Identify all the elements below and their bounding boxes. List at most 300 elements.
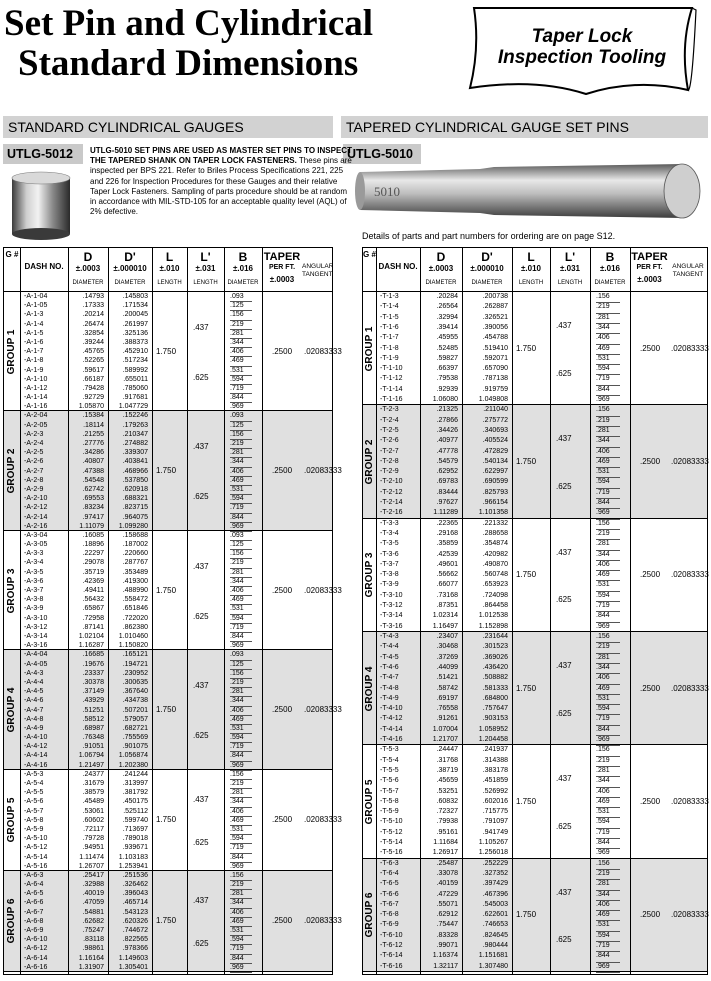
- left-d-value: .58512: [82, 715, 104, 723]
- right-table-row: [363, 817, 707, 827]
- right-b-value: .344: [596, 663, 620, 674]
- right-d-value: .39414: [436, 323, 458, 331]
- right-b-value: .281: [596, 766, 620, 777]
- left-l2-bottom-value: .625: [193, 731, 209, 741]
- left-d2-value: .339307: [122, 449, 148, 457]
- right-d-value: .66077: [436, 581, 458, 589]
- left-d2-value: .558472: [122, 596, 148, 604]
- left-d2-value: 1.047729: [118, 403, 148, 411]
- left-col-b-tol: ±.016: [233, 264, 253, 273]
- right-table-row: [363, 838, 707, 848]
- left-b-value: .531: [230, 485, 252, 495]
- left-d-value: .97417: [82, 513, 104, 521]
- right-d2-value: .383178: [482, 766, 508, 774]
- right-dash-no: -T-1-6: [380, 323, 399, 331]
- left-dash-no: -A-4-8: [24, 715, 44, 723]
- right-col-angular-header: ANGULAR TANGENT: [672, 263, 704, 278]
- left-d-value: .79428: [82, 384, 104, 392]
- right-b-value: .719: [596, 828, 620, 839]
- right-dash-no: -T-5-8: [380, 797, 399, 805]
- left-d2-value: .862380: [122, 623, 148, 631]
- right-b-value: .844: [596, 951, 620, 962]
- left-dash-no: -A-6-10: [24, 936, 48, 944]
- right-d-value: .27866: [436, 416, 458, 424]
- right-table-row: [363, 900, 707, 910]
- left-b-value: .844: [230, 393, 252, 403]
- left-d-value: .83118: [83, 936, 104, 944]
- right-d2-value: .966154: [482, 499, 508, 507]
- right-d2-value: 1.307480: [478, 962, 508, 970]
- left-l-value: 1.750: [156, 705, 177, 715]
- left-d-value: .25417: [82, 871, 104, 879]
- right-d-value: .32994: [436, 313, 458, 321]
- right-col-d2-sub: DIAMETER: [471, 280, 503, 286]
- left-b-value: .125: [230, 660, 252, 670]
- left-d2-value: .450175: [122, 798, 148, 806]
- right-table-row: [363, 776, 707, 786]
- left-b-value: .344: [230, 338, 252, 348]
- left-d2-value: 1.010460: [118, 632, 148, 640]
- left-b-value: .469: [230, 715, 252, 725]
- left-dash-no: -A-3-8: [24, 596, 44, 604]
- left-d2-value: .939671: [122, 844, 148, 852]
- right-table-row: [363, 292, 707, 302]
- right-dash-no: -T-5-7: [380, 787, 399, 795]
- right-d-value: .99071: [436, 942, 458, 950]
- left-b-value: .719: [230, 742, 252, 752]
- right-table-row: [363, 519, 707, 529]
- left-d-value: .69553: [82, 495, 104, 503]
- left-d-value: .29078: [82, 559, 104, 567]
- right-b-value: .594: [596, 931, 620, 942]
- left-col-l-tol: ±.010: [159, 264, 180, 273]
- right-b-value: .219: [596, 302, 620, 313]
- right-d-value: .51421: [436, 674, 458, 682]
- left-d-value: .18896: [82, 541, 104, 549]
- right-d2-value: .369026: [482, 653, 508, 661]
- left-col-divider: [20, 248, 21, 974]
- left-taper-value: .2500: [272, 815, 293, 825]
- left-table-row: [4, 448, 332, 457]
- left-dash-no: -A-6-5: [24, 890, 44, 898]
- right-d2-value: .825793: [482, 488, 508, 496]
- left-b-value: .719: [230, 843, 252, 853]
- left-b-value: .281: [230, 788, 252, 798]
- left-col-d2-sub: DIAMETER: [114, 280, 146, 286]
- left-col-d2-tol: ±.000010: [113, 264, 147, 273]
- right-d2-value: .980444: [482, 942, 508, 950]
- left-col-divider: [262, 248, 263, 974]
- right-table-row: [363, 951, 707, 961]
- right-b-value: .469: [596, 344, 620, 355]
- left-dash-no: -A-2-4: [24, 440, 44, 448]
- left-dash-no: -A-2-5: [24, 449, 44, 457]
- right-dimensions-table: [362, 247, 708, 975]
- left-d2-value: .744672: [122, 927, 148, 935]
- right-d-value: .59827: [436, 354, 458, 362]
- left-table-row: [4, 678, 332, 687]
- left-d-value: .19676: [82, 660, 104, 668]
- left-b-value: .406: [230, 706, 252, 716]
- right-table-row: [363, 477, 707, 487]
- left-l2-top-value: .437: [193, 561, 209, 571]
- right-d-value: .30468: [436, 643, 458, 651]
- right-table-row: [363, 539, 707, 549]
- left-b-value: .344: [230, 577, 252, 587]
- left-d2-value: .396043: [122, 890, 148, 898]
- left-d-value: .38579: [82, 789, 104, 797]
- right-d2-value: .657090: [482, 365, 508, 373]
- left-d-value: .53061: [82, 807, 104, 815]
- ordering-note: Details of parts and part numbers for ordering are on page S12.: [362, 231, 616, 241]
- right-table-row: [363, 673, 707, 683]
- right-b-value: .156: [596, 859, 620, 870]
- left-d-value: 1.02104: [78, 632, 104, 640]
- right-d2-value: .941749: [482, 828, 508, 836]
- right-col-dash-header: DASH NO.: [378, 262, 418, 271]
- left-d-value: .22297: [82, 550, 104, 558]
- left-col-b-sub: DIAMETER: [227, 280, 259, 286]
- left-d-value: .62682: [82, 917, 104, 925]
- right-d2-value: .540134: [482, 457, 508, 465]
- right-b-value: .406: [596, 900, 620, 911]
- left-d2-value: 1.103183: [118, 853, 148, 861]
- right-taper-value: .2500: [640, 796, 661, 806]
- left-group-label: GROUP 2: [6, 448, 17, 494]
- left-b-value: .093: [230, 411, 252, 421]
- right-d-value: .49601: [436, 560, 458, 568]
- right-table-row: [363, 560, 707, 570]
- left-dash-no: -A-6-16: [24, 963, 48, 971]
- right-table-row: [363, 601, 707, 611]
- right-dash-no: -T-1-12: [380, 375, 403, 383]
- left-col-angular-header: ANGULAR TANGENT: [302, 263, 334, 278]
- left-dash-no: -A-3-04: [24, 531, 48, 539]
- right-d2-value: .327352: [482, 869, 508, 877]
- left-col-l2-tol: ±.031: [195, 264, 216, 273]
- right-b-value: .594: [596, 364, 620, 375]
- right-table-row: [363, 426, 707, 436]
- right-b-value: .156: [596, 745, 620, 756]
- left-l2-bottom-value: .625: [193, 611, 209, 621]
- left-d2-value: .589992: [122, 366, 148, 374]
- left-table-row: [4, 926, 332, 935]
- right-dash-no: -T-1-3: [380, 293, 399, 300]
- right-taper-value: .2500: [640, 456, 661, 466]
- right-d-value: 1.11684: [433, 839, 458, 847]
- right-b-value: .281: [596, 539, 620, 550]
- right-dash-no: -T-6-14: [380, 952, 403, 960]
- left-d-value: .59617: [82, 366, 104, 374]
- left-dash-no: -A-3-3: [24, 550, 44, 558]
- left-d-value: .26474: [82, 320, 104, 328]
- right-d-value: .60832: [436, 797, 458, 805]
- left-d2-value: .537850: [122, 476, 148, 484]
- right-d-value: .79538: [436, 375, 458, 383]
- left-angular-value: .02083333: [304, 815, 342, 825]
- left-dash-no: -A-2-04: [24, 412, 48, 420]
- left-dash-no: -A-5-8: [24, 816, 44, 824]
- right-d-value: .66397: [436, 365, 458, 373]
- left-d-value: 1.16287: [78, 642, 104, 650]
- right-group-2: [363, 405, 707, 518]
- left-dash-no: -A-3-6: [24, 577, 44, 585]
- right-group-6: [363, 859, 707, 972]
- left-dash-no: -A-1-16: [24, 403, 48, 411]
- left-dash-no: -A-2-16: [24, 522, 48, 530]
- right-table-row: [363, 694, 707, 704]
- right-b-value: .969: [596, 962, 620, 973]
- left-d-value: .47388: [82, 467, 104, 475]
- left-taper-value: .2500: [272, 705, 293, 715]
- left-table-row: [4, 522, 332, 531]
- left-group-6: [4, 871, 342, 972]
- left-dash-no: -A-6-12: [24, 945, 48, 953]
- right-d-value: .40977: [436, 437, 458, 445]
- right-d-value: 1.32117: [433, 962, 458, 970]
- left-col-l-sub: LENGTH: [157, 280, 182, 286]
- left-dash-no: -A-4-6: [24, 697, 44, 705]
- left-d2-value: .210347: [122, 430, 148, 438]
- left-b-value: .969: [230, 522, 252, 532]
- left-d-value: .39244: [82, 338, 104, 346]
- left-b-value: .406: [230, 467, 252, 477]
- left-d2-value: .468966: [122, 467, 148, 475]
- left-col-d-header: D: [83, 250, 93, 264]
- left-d2-value: .488990: [122, 587, 148, 595]
- right-dash-no: -T-1-16: [380, 396, 403, 404]
- right-d-value: .21325: [436, 406, 458, 414]
- right-d2-value: .405524: [482, 437, 508, 445]
- right-d-value: 1.06080: [432, 396, 458, 404]
- left-b-value: .281: [230, 448, 252, 458]
- left-b-value: .844: [230, 954, 252, 964]
- left-dash-no: -A-4-9: [24, 724, 44, 732]
- left-angular-value: .02083333: [304, 466, 342, 476]
- right-b-value: .594: [596, 817, 620, 828]
- right-d-value: .29168: [436, 529, 458, 537]
- right-group-label: GROUP 3: [363, 552, 375, 598]
- right-table-row: [363, 488, 707, 498]
- right-dash-no: -T-1-8: [380, 344, 399, 352]
- left-d-value: .52265: [82, 357, 104, 365]
- right-dash-no: -T-5-3: [380, 746, 399, 754]
- left-dash-no: -A-5-6: [24, 798, 44, 806]
- left-table-row: [4, 889, 332, 898]
- left-d2-value: .367640: [122, 688, 148, 696]
- right-dash-no: -T-3-3: [380, 519, 399, 527]
- left-l2-bottom-value: .625: [193, 492, 209, 502]
- left-group-4: [4, 650, 342, 769]
- right-d-value: .25487: [436, 859, 458, 867]
- right-col-divider: [630, 248, 631, 974]
- left-dash-no: -A-1-6: [24, 338, 44, 346]
- right-d2-value: .581333: [482, 684, 508, 692]
- right-table-row: [363, 323, 707, 333]
- right-group-4: [363, 632, 707, 745]
- right-b-value: .531: [596, 354, 620, 365]
- left-table-row: [4, 715, 332, 724]
- right-b-value: .344: [596, 776, 620, 787]
- right-d-value: .44099: [436, 663, 458, 671]
- right-d2-value: .690599: [482, 478, 508, 486]
- left-b-value: .531: [230, 926, 252, 936]
- left-dash-no: -A-2-7: [24, 467, 44, 475]
- right-d2-value: .545003: [482, 900, 508, 908]
- right-dash-no: -T-3-14: [380, 612, 403, 620]
- right-b-value: .219: [596, 529, 620, 540]
- left-dash-no: -A-2-05: [24, 421, 48, 429]
- right-l2-top-value: .437: [556, 547, 572, 557]
- right-table-row: [363, 859, 707, 869]
- left-d2-value: .964075: [122, 513, 148, 521]
- left-d2-value: .300635: [122, 678, 148, 686]
- left-d2-value: .158688: [122, 531, 148, 539]
- right-b-value: .219: [596, 756, 620, 767]
- left-col-d2-header: D': [124, 250, 136, 264]
- left-dimensions-table: [3, 247, 342, 975]
- right-d2-value: .864458: [482, 602, 508, 610]
- left-taper-value: .2500: [272, 346, 293, 356]
- right-d-value: .62952: [436, 468, 458, 476]
- right-dash-no: -T-1-14: [380, 385, 403, 393]
- right-dash-no: -T-3-12: [380, 602, 403, 610]
- left-b-value: .156: [230, 430, 252, 440]
- left-b-value: .344: [230, 797, 252, 807]
- right-dash-no: -T-6-16: [380, 962, 403, 970]
- right-d-value: .62912: [436, 911, 458, 919]
- right-dash-no: -T-5-9: [380, 808, 399, 816]
- right-b-value: .719: [596, 488, 620, 499]
- right-table-row: [363, 498, 707, 508]
- description-bold: UTLG-5010 SET PINS ARE USED AS MASTER SET PINS TO INSPECT THE TAPERED SHANK ON TAPER LOCK FASTENERS.: [90, 146, 352, 166]
- left-b-value: .969: [230, 761, 252, 771]
- right-table-row: [363, 416, 707, 426]
- left-d2-value: .187002: [122, 541, 148, 549]
- right-col-divider: [512, 248, 513, 974]
- right-d2-value: .824645: [482, 931, 508, 939]
- right-d2-value: .436420: [482, 663, 508, 671]
- left-d-value: .65867: [82, 605, 104, 613]
- right-b-value: .219: [596, 642, 620, 653]
- left-d-value: .49411: [83, 587, 104, 595]
- right-dash-no: -T-4-3: [380, 633, 399, 640]
- left-dash-no: -A-1-04: [24, 293, 48, 300]
- right-d2-value: .200738: [482, 293, 508, 300]
- banner-line-2: Inspection Tooling: [497, 47, 667, 68]
- left-dash-no: -A-5-4: [24, 780, 44, 788]
- left-d2-value: .579057: [122, 715, 148, 723]
- right-b-value: .406: [596, 787, 620, 798]
- right-dash-no: -T-2-5: [380, 426, 399, 434]
- right-d2-value: .354874: [482, 540, 508, 548]
- right-b-value: .844: [596, 385, 620, 396]
- left-b-value: .093: [230, 650, 252, 660]
- right-col-l-header: L: [527, 250, 535, 264]
- right-table-row: [363, 787, 707, 797]
- right-d-value: .52485: [436, 344, 458, 352]
- left-group-label: GROUP 3: [6, 568, 17, 614]
- left-d-value: .54548: [82, 476, 104, 484]
- left-d2-value: .179263: [122, 421, 148, 429]
- left-b-value: .125: [230, 301, 252, 311]
- right-angular-value: .02083333: [671, 456, 709, 466]
- right-d2-value: 1.151681: [478, 952, 508, 960]
- right-table-row: [363, 887, 707, 900]
- right-d-value: .31768: [436, 756, 458, 764]
- left-table-row: [4, 476, 332, 485]
- left-d2-value: .543123: [122, 908, 148, 916]
- right-b-value: .531: [596, 694, 620, 705]
- right-col-g-header: G #: [363, 250, 376, 259]
- left-table-row: [4, 611, 332, 623]
- left-table-row: [4, 402, 332, 411]
- left-table-row: [4, 439, 332, 448]
- right-b-value: .531: [596, 807, 620, 818]
- left-table-row: [4, 531, 332, 540]
- left-dash-no: -A-4-7: [24, 706, 44, 714]
- left-d2-value: 1.150820: [118, 642, 148, 650]
- left-d-value: .45765: [82, 348, 104, 356]
- right-table-row: [363, 653, 707, 663]
- left-dash-no: -A-4-14: [24, 752, 48, 760]
- left-d-value: 1.11474: [79, 853, 104, 861]
- left-b-value: .156: [230, 310, 252, 320]
- left-dash-no: -A-6-8: [24, 917, 44, 925]
- left-table-row: [4, 329, 332, 338]
- left-d2-value: .200045: [122, 311, 148, 319]
- left-d-value: .91051: [82, 743, 104, 751]
- right-col-taper-sub: PER FT.: [636, 264, 663, 271]
- left-d2-value: .688321: [122, 495, 148, 503]
- left-b-value: .844: [230, 513, 252, 523]
- right-d2-value: .252229: [482, 859, 508, 867]
- right-d2-value: 1.256018: [478, 849, 508, 857]
- right-col-b-sub: DIAMETER: [594, 280, 626, 286]
- left-dash-no: -A-2-14: [24, 513, 48, 521]
- right-d-value: .45955: [436, 334, 458, 342]
- left-d-value: 1.05870: [78, 403, 104, 411]
- left-dash-no: -A-2-3: [24, 430, 44, 438]
- right-b-value: .969: [596, 848, 620, 859]
- right-l2-top-value: .437: [556, 434, 572, 444]
- right-b-value: .406: [596, 560, 620, 571]
- right-dash-no: -T-3-4: [380, 529, 399, 537]
- right-l-value: 1.750: [516, 683, 537, 693]
- right-b-value: .281: [596, 653, 620, 664]
- right-d2-value: 1.049808: [478, 396, 508, 404]
- right-table-header: [363, 248, 707, 292]
- left-b-value: .594: [230, 733, 252, 743]
- right-d-value: .97627: [436, 499, 458, 507]
- left-d-value: 1.26707: [78, 862, 104, 870]
- left-dash-no: -A-1-8: [24, 357, 44, 365]
- left-l-value: 1.750: [156, 466, 177, 476]
- right-b-value: .594: [596, 704, 620, 715]
- right-d-value: .83444: [436, 488, 458, 496]
- left-l2-bottom-value: .625: [193, 938, 209, 948]
- right-group-label: GROUP 5: [363, 779, 375, 825]
- left-col-d-sub: DIAMETER: [72, 280, 104, 286]
- right-d-value: .83328: [436, 931, 458, 939]
- right-d2-value: .560748: [482, 571, 508, 579]
- right-table-row: [363, 766, 707, 776]
- left-b-value: .594: [230, 494, 252, 504]
- right-d2-value: 1.101358: [478, 509, 508, 517]
- left-dash-no: -A-3-14: [24, 632, 48, 640]
- left-d-value: .34286: [82, 449, 104, 457]
- right-d2-value: .490870: [482, 560, 508, 568]
